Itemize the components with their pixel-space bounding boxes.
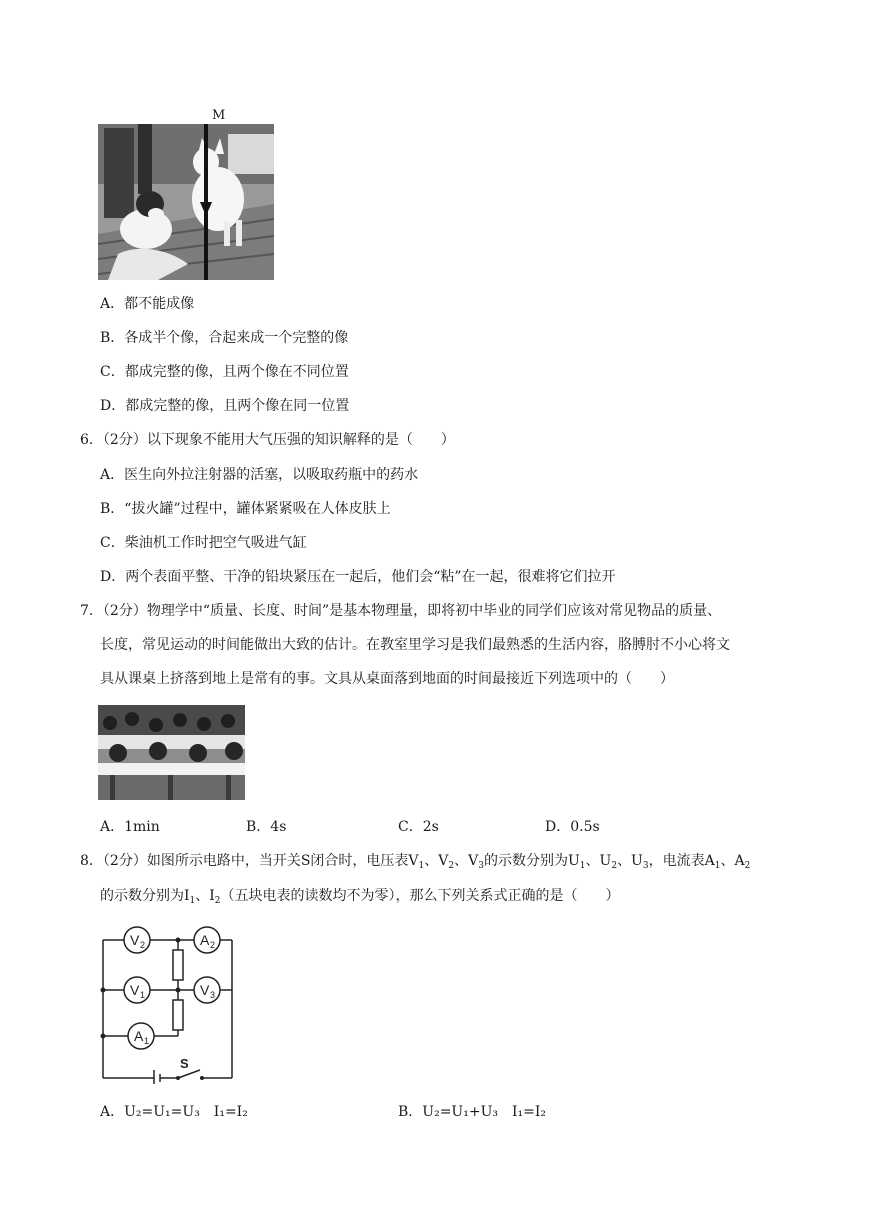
q7-option-d: D．0.5s xyxy=(545,819,600,835)
q8-circuit-diagram xyxy=(96,920,238,1084)
q5-option-d: D．都成完整的像，且两个像在同一位置 xyxy=(100,398,350,414)
q5-mirror-photo xyxy=(98,124,274,280)
q8-stem-line-2: 的示数分别为$I_1$、$I_2$（五块电表的读数均不为零），那么下列关系式正确的是（ ） xyxy=(100,888,620,906)
v1-label: V xyxy=(130,982,140,998)
q8-stem-part-1: 8．（2分）如图所示电路中，当开关S闭合时，电压表V xyxy=(80,853,419,869)
q7-classroom-photo xyxy=(98,705,245,800)
q6-option-b: B．“拔火罐”过程中，罐体紧紧吸在人体皮肤上 xyxy=(100,501,391,517)
q8-stem-part-2: 的示数分别为U xyxy=(483,853,580,869)
q7-option-c: C．2s xyxy=(398,819,439,835)
q5-option-a: A．都不能成像 xyxy=(100,296,195,312)
q7-option-a: A．1min xyxy=(100,819,160,835)
q8-option-a: A．U₂=U₁=U₃ I₁=I₂ xyxy=(100,1104,248,1120)
q8-stem-part-5: （五块电表的读数均不为零），那么下列关系式正确的是（ ） xyxy=(220,888,620,904)
q5-option-b: B．各成半个像，合起来成一个完整的像 xyxy=(100,330,349,346)
a1-sub: 1 xyxy=(144,1036,150,1046)
switch-label: S xyxy=(180,1056,189,1071)
q7-option-b: B．4s xyxy=(246,819,287,835)
q6-option-d: D．两个表面平整、干净的铅块紧压在一起后，他们会“粘”在一起，很难将它们拉开 xyxy=(100,569,616,585)
q6-option-a: A．医生向外拉注射器的活塞，以吸取药瓶中的药水 xyxy=(100,467,419,483)
v3-label: V xyxy=(200,982,210,998)
q6-option-c: C．柴油机工作时把空气吸进气缸 xyxy=(100,535,307,551)
v1-sub: 1 xyxy=(140,990,146,1000)
q5-photo-illustration xyxy=(98,124,274,280)
v2-label: V xyxy=(130,932,140,948)
q8-option-b: B．U₂=U₁+U₃ I₁=I₂ xyxy=(398,1104,546,1120)
q8-stem-part-4: 的示数分别为I xyxy=(100,888,190,904)
q5-option-c: C．都成完整的像，且两个像在不同位置 xyxy=(100,364,349,380)
q7-stem-line-2: 长度，常见运动的时间能做出大致的估计。在教室里学习是我们最熟悉的生活内容，胳膊肘不小心将文 xyxy=(100,637,730,653)
q7-stem-line-3: 具从课桌上挤落到地上是常有的事。文具从桌面落到地面的时间最接近下列选项中的（ ） xyxy=(100,671,674,687)
a1-label: A xyxy=(134,1028,144,1044)
q8-stem-line-1: 8．（2分）如图所示电路中，当开关S闭合时，电压表$V_1$、$V_2$、$V_3$的示数分别为$U_1$、$U_2$、$U_3$，电流表$A_1$、$A_2$ xyxy=(80,853,751,871)
a2-sub: 2 xyxy=(210,940,216,950)
q5-mirror-label: M xyxy=(212,108,226,123)
a2-label: A xyxy=(200,932,210,948)
q6-stem: 6．（2分）以下现象不能用大气压强的知识解释的是（ ） xyxy=(80,432,455,448)
v2-sub: 2 xyxy=(140,940,146,950)
q7-photo-illustration xyxy=(98,705,245,800)
q7-stem-line-1: 7．（2分）物理学中“质量、长度、时间”是基本物理量，即将初中毕业的同学们应该对常见物品的质量、 xyxy=(80,603,722,619)
v3-sub: 3 xyxy=(210,990,216,1000)
q8-stem-part-3: ，电流表A xyxy=(648,853,715,869)
